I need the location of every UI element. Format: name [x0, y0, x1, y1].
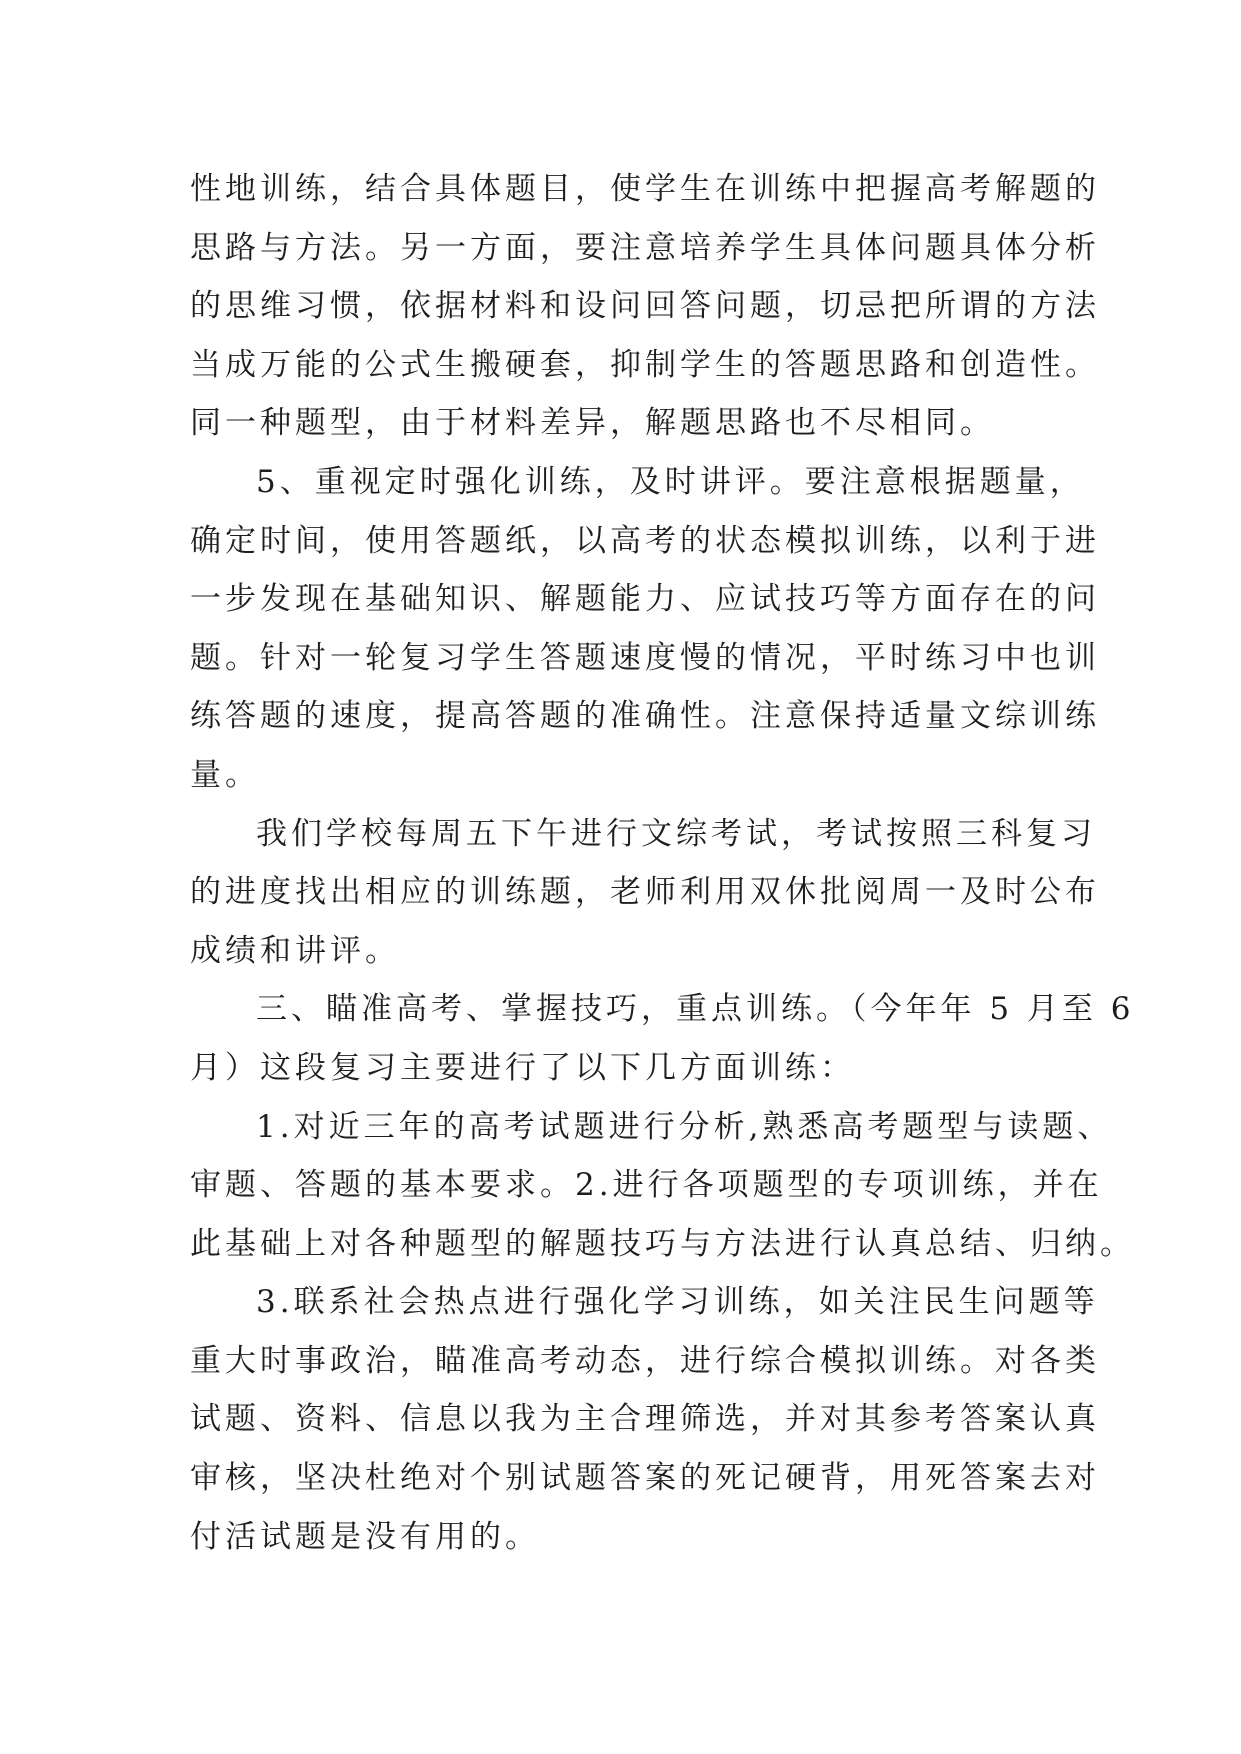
document-page — [190, 160, 1135, 1566]
text-line: 一步发现在基础知识、解题能力、应试技巧等方面存在的问 — [190, 581, 1100, 618]
paragraph-start-line: 3.联系社会热点进行强化学习训练，如关注民生问题等 — [256, 1284, 1099, 1321]
text-line: 量。 — [190, 756, 260, 793]
text-line: 当成万能的公式生搬硬套，抑制学生的答题思路和创造性。 — [190, 346, 1100, 383]
text-line: 付活试题是没有用的。 — [190, 1518, 540, 1555]
text-line: 练答题的速度，提高答题的准确性。注意保持适量文综训练 — [190, 698, 1100, 735]
text-line: 的思维习惯，依据材料和设问回答问题，切忌把所谓的方法 — [190, 288, 1100, 325]
section-heading-line: 三、瞄准高考、掌握技巧，重点训练。（今年年 5 月至 6 — [256, 991, 1135, 1028]
text-line: 题。针对一轮复习学生答题速度慢的情况，平时练习中也训 — [190, 639, 1100, 676]
text-line: 同一种题型，由于材料差异，解题思路也不尽相同。 — [190, 405, 995, 442]
paragraph-start-line: 5、重视定时强化训练，及时讲评。要注意根据题量， — [256, 463, 1085, 500]
text-line: 试题、资料、信息以我为主合理筛选，并对其参考答案认真 — [190, 1401, 1100, 1438]
text-line: 审题、答题的基本要求。2.进行各项题型的专项训练，并在 — [190, 1167, 1103, 1204]
text-line: 思路与方法。另一方面，要注意培养学生具体问题具体分析 — [190, 229, 1100, 266]
paragraph-start-line: 1.对近三年的高考试题进行分析,熟悉高考题型与读题、 — [256, 1108, 1113, 1145]
text-line: 月）这段复习主要进行了以下几方面训练： — [190, 1049, 855, 1086]
text-line: 此基础上对各种题型的解题技巧与方法进行认真总结、归纳。 — [190, 1225, 1135, 1262]
paragraph-start-line: 我们学校每周五下午进行文综考试，考试按照三科复习 — [256, 815, 1096, 852]
text-line: 的进度找出相应的训练题，老师利用双休批阅周一及时公布 — [190, 874, 1100, 911]
text-line: 确定时间，使用答题纸，以高考的状态模拟训练，以利于进 — [190, 522, 1100, 559]
text-line: 审核，坚决杜绝对个别试题答案的死记硬背，用死答案去对 — [190, 1460, 1100, 1497]
text-line: 重大时事政治，瞄准高考动态，进行综合模拟训练。对各类 — [190, 1342, 1100, 1379]
text-line: 性地训练，结合具体题目，使学生在训练中把握高考解题的 — [190, 171, 1100, 207]
text-line: 成绩和讲评。 — [190, 932, 400, 969]
